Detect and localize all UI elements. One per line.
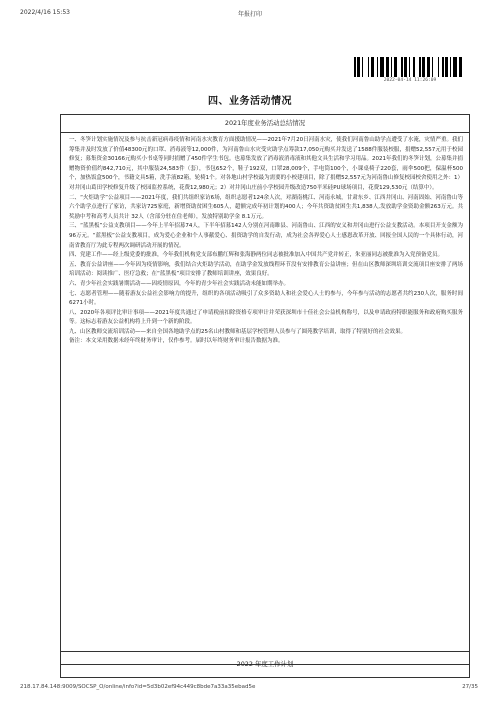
summary-title: 2021年度业务活动总结情况 (61, 115, 469, 133)
barcode-image (354, 57, 464, 77)
summary-paragraph-2: 二、“火炬助学”公益项目——2021年度，我们共组织家访6场，组织志愿者124余人次，对湖南桃江、河南永城，甘肃东乡、江西井冈山、河南固始、河南鲁山等六个助学点进行了家访，共家访725家庭，新增资助贫困生605人，超额完成年初计划的400人；今年共资助贫困生共1,838人,发放助学金资助金额263万元。共奖励中考和高考人员共计 32人（含部分驻在住老师），发放特别助学金 8.1万元。 (69, 194, 463, 220)
summary-paragraph-4: 四、党建工作——经上级党委的批准，今年我们机构党支部布鹏红辉和张海静两位同志被批准加入中国共产党并转正，朱亚丽同志被批准为入党预备党员。 (69, 252, 444, 259)
print-datetime: 2022/4/16 15:53 (20, 9, 70, 16)
summary-paragraph-1: 一、冬笋计划实施情况及参与抗击新冠病毒疫情和河南水灾教育方面援助情况——2021年7月20日河南水灾，使我们河南鲁山助学点遭受了水淹，灾情严重。我们筹集并及时发放了价值48300元的口罩、消毒液等12,000件，为河南鲁山水灾受灾助学点筹款17,050元购买并发送了1588件服装校服，捐赠52,557元用于校园修复；募集资金30166元购买小书桌等同时捐赠了450件学生书包。也募集发放了消毒液消毒液和其他文具生活和学习用品。2021年我们的冬笋计划，公募集并捐赠物资价值约842,710元，其中服装24,583件（套），书包652个，鞋子192双，口罩28,009个，手电筒100个，小课桌椅子220套，雨伞500把，保温杯500个，加热饭盒500个，书籍文具5箱，洗手液82箱，轮椅1个。对各地山村学校最为需要的小校建项目，除了捐赠52,557元为河南鲁山修复校园校舍使用之外：1）对井冈山葛田学校修复升级了校园监控系统，花费12,980元；2）对井冈山庄前小学校园升级改造750平米硅PU球场项目，花费129,530元（结算中）。 (69, 137, 463, 191)
barcode-timestamp: 2022-04-14 11:26:09 (383, 78, 437, 83)
summary-paragraph-9: 九、山区教师交流培训活动——来自全国各地助学点的25名山村教师和基层学校管理人员参与了圆苑教学培训，取得了特别好的社会效果。 (69, 328, 407, 335)
summary-paragraph-3: 三、“蓝黑板”公益支教项目——今年上半年招募74人，下半年招募142人分别在河南睢县、河南鲁山、江西的安义和井冈山进行公益支教活动。本项目开支金额为 96万元。“蓝黑板”公益支教项目，成为爱心企业和个人事献爱心、捐资助学的自发行动，成为社会各界爱心人士感恩改革开放、回报全国人民的一个具体行动，河南省教育厅为此专程两次调研活动开展的情况。 (69, 223, 463, 249)
section-title: 四、业务活动情况 (208, 96, 292, 107)
summary-paragraph-5: 五、教育公益讲座——今年因为疫情影响，我们结合火炬助学活动，在助学金发放线程环节没有安排教育公益讲座；但在山区教师深圳培训交流项目座安排了两场培训活动：阅读推广、医疗急救；在“蓝黑板”项目安排了教师培训讲座，效果良好。 (69, 261, 463, 278)
summary-paragraph-7: 七、志愿者管理——随着游友公益社会影响力的提升，组织的各项活动吸引了众多资助人和社会爱心人士的参与，今年参与活动的志愿者共约230人次，服务时间6271小时。 (69, 290, 463, 307)
summary-paragraph-6: 六、青少年社会实践暑期活动——因疫情原因，今年的青少年社会实践活动未能如期举办。 (69, 280, 290, 287)
summary-paragraph-8: 八、2020年各项评比审计事项——2021年度共通过了申请税前扣除资格专项审计并荣获深圳市十佳社会公益机构称号，以及申请政府特职能服务和政府购买服务等。这标志着游友公益机构将上升到一个新的阶段。 (69, 309, 463, 326)
page-number: 27/35 (462, 684, 478, 690)
activity-summary-table (60, 114, 470, 665)
page-url: 218.17.84.148:9009/SOCSP_O/online/info?id=5d3b02ef94c449c8bde7a33a35ebad5e (20, 684, 256, 690)
summary-note: 备注：本文采用数据未经年终财务审计，仅作参考。届时以年终财务审计报告数据为准。 (69, 338, 284, 345)
summary-body (61, 133, 469, 664)
print-title: 年报打印 (237, 11, 262, 18)
work-plan-heading: 2022 年度工作计划 (60, 651, 470, 678)
